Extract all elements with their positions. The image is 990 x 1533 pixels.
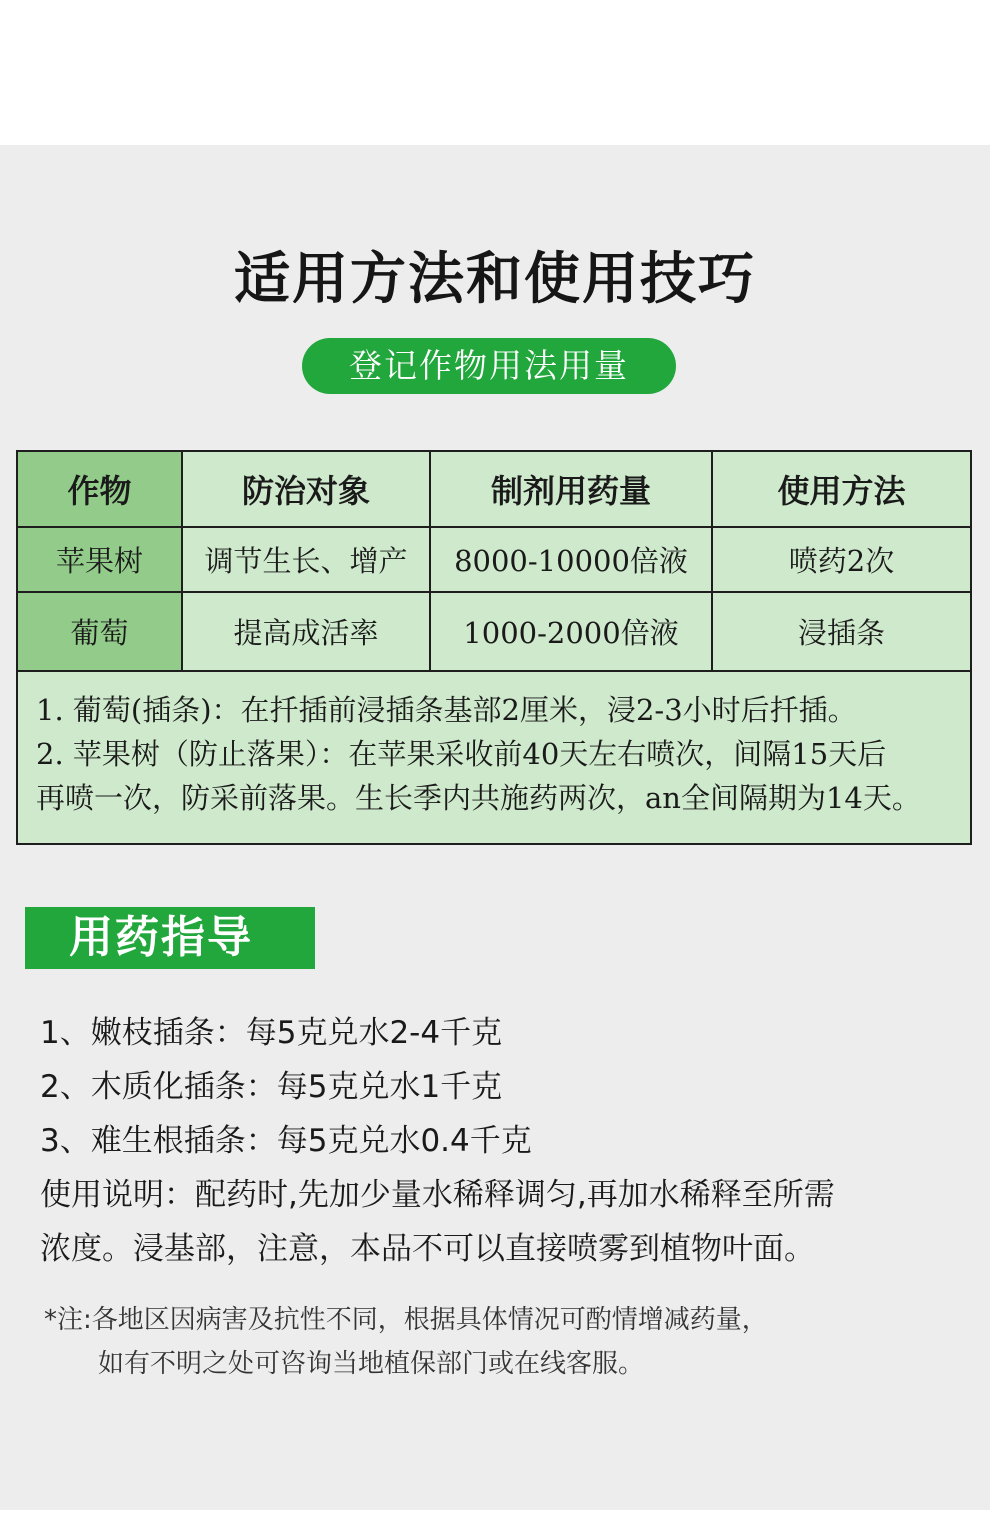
footnote-line-2: 如有不明之处可咨询当地植保部门或在线客服。 (98, 1349, 645, 1379)
guide-title-badge: 用药指导 (25, 907, 315, 969)
table-row (18, 527, 970, 592)
header-crop: 作物 (18, 452, 182, 527)
table-header-row (18, 452, 970, 527)
header-method: 使用方法 (712, 452, 970, 527)
guide-line: 浓度。浸基部，注意，本品不可以直接喷雾到植物叶面。 (40, 1231, 815, 1267)
header-target: 防治对象 (182, 452, 430, 527)
guide-line: 2、木质化插条：每5克兑水1千克 (40, 1069, 503, 1105)
cell-dosage: 1000-2000倍液 (430, 592, 712, 671)
guide-line: 使用说明：配药时,先加少量水稀释调匀,再加水稀释至所需 (40, 1177, 835, 1213)
cell-target: 提高成活率 (182, 592, 430, 671)
cell-crop: 葡萄 (18, 592, 182, 671)
page-title: 适用方法和使用技巧 (234, 247, 756, 312)
table-notes (18, 672, 970, 820)
cell-method: 浸插条 (712, 592, 970, 671)
guide-list (40, 1006, 960, 1276)
cell-dosage: 8000-10000倍液 (430, 527, 712, 592)
footnote-line-1: *注:各地区因病害及抗性不同，根据具体情况可酌情增减药量， (44, 1305, 768, 1335)
registration-table-box (16, 450, 972, 845)
table-row (18, 592, 970, 671)
registration-table (18, 452, 970, 672)
cell-crop: 苹果树 (18, 527, 182, 592)
note-line: 再喷一次，防采前落果。生长季内共施药两次，an全间隔期为14天。 (36, 781, 921, 815)
cell-method: 喷药2次 (712, 527, 970, 592)
guide-line: 1、嫩枝插条：每5克兑水2-4千克 (40, 1015, 503, 1051)
note-line: 2. 苹果树（防止落果）：在苹果采收前40天左右喷次，间隔15天后 (36, 737, 887, 771)
subtitle-pill: 登记作物用法用量 (302, 338, 676, 394)
guide-line: 3、难生根插条：每5克兑水0.4千克 (40, 1123, 532, 1159)
cell-target: 调节生长、增产 (182, 527, 430, 592)
footnote (44, 1298, 964, 1386)
header-dosage: 制剂用药量 (430, 452, 712, 527)
note-line: 1. 葡萄(插条)：在扦插前浸插条基部2厘米，浸2-3小时后扦插。 (36, 693, 857, 727)
